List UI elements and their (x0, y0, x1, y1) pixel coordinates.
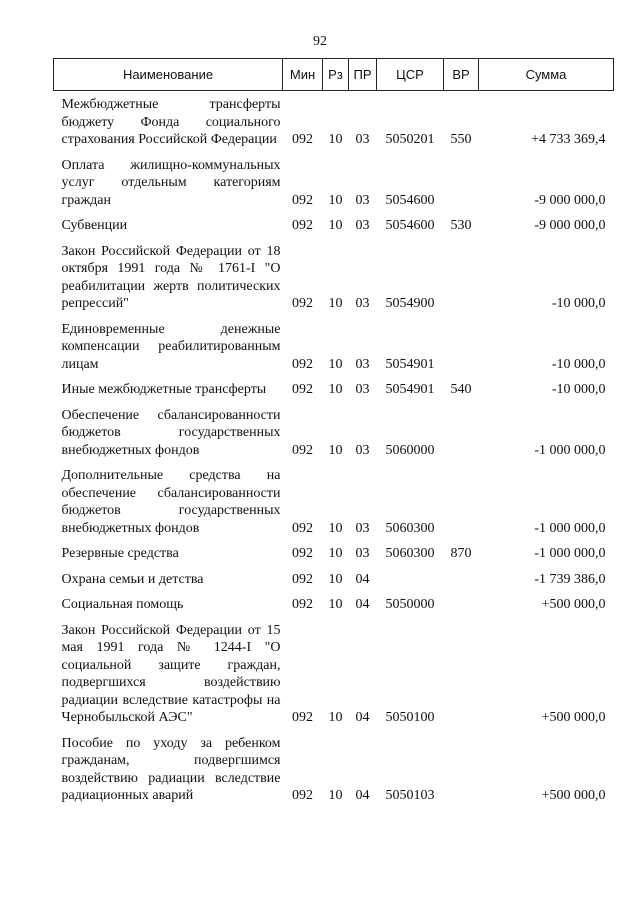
cell-name: Субвенции (61, 218, 128, 233)
cell-name: Пособие по уходу за ребенком гражданам, подвергшимся воздействию радиации вследствие радиационных аварий (61, 735, 281, 803)
cell-rz: 10 (328, 571, 343, 587)
cell-min: 092 (292, 296, 313, 311)
cell-rz: 10 (328, 442, 343, 458)
cell-vr (444, 591, 479, 617)
table-row (54, 238, 614, 316)
cell-sum: +4 733 369,4 (531, 132, 606, 147)
cell-csr: 5054901 (385, 356, 435, 372)
cell-rz: 10 (328, 710, 343, 725)
header-min: Мин (283, 59, 323, 91)
table-row (54, 376, 614, 402)
cell-vr (444, 566, 479, 592)
cell-csr: 5054900 (385, 296, 435, 311)
cell-min: 092 (292, 788, 313, 803)
page-number: 92 (313, 34, 327, 49)
cell-vr (444, 402, 479, 463)
cell-rz: 10 (328, 546, 343, 561)
table-header-row (54, 59, 614, 91)
cell-name: Межбюджетные трансферты бюджету Фонда социального страхования Российской Федерации (61, 97, 281, 147)
cell-min: 092 (292, 710, 313, 725)
cell-sum: +500 000,0 (541, 597, 606, 612)
cell-pr: 03 (355, 520, 370, 536)
cell-sum: -1 000 000,0 (534, 442, 606, 458)
cell-rz: 10 (328, 520, 343, 536)
header-name: Наименование (54, 59, 283, 91)
cell-min: 092 (292, 382, 313, 397)
cell-pr: 04 (355, 710, 370, 725)
cell-pr: 03 (355, 442, 370, 458)
table-row (54, 152, 614, 213)
cell-name: Единовременные денежные компенсации реабилитированным лицам (61, 321, 281, 372)
cell-csr: 5054901 (385, 382, 435, 397)
cell-vr: 870 (450, 546, 472, 561)
cell-pr: 03 (355, 296, 370, 311)
cell-rz: 10 (328, 788, 343, 803)
cell-name: Охрана семьи и детства (61, 571, 204, 587)
cell-min: 092 (292, 546, 313, 561)
cell-rz: 10 (328, 192, 343, 208)
cell-name: Оплата жилищно-коммунальных услуг отдельным категориям граждан (61, 157, 281, 208)
cell-sum: -1 000 000,0 (534, 520, 606, 536)
table-row (54, 212, 614, 238)
cell-sum: -9 000 000,0 (534, 192, 606, 208)
cell-sum: -1 739 386,0 (534, 571, 606, 587)
cell-rz: 10 (328, 597, 343, 612)
cell-pr: 03 (355, 132, 370, 147)
cell-csr: 5054600 (385, 192, 435, 208)
cell-pr: 03 (355, 218, 370, 233)
cell-vr (444, 238, 479, 316)
budget-table (53, 58, 614, 808)
cell-min: 092 (292, 218, 313, 233)
header-pr: ПР (349, 59, 377, 91)
cell-min: 092 (292, 132, 313, 147)
cell-name: Социальная помощь (61, 597, 184, 612)
table-row (54, 591, 614, 617)
cell-csr: 5050201 (385, 132, 435, 147)
cell-vr (444, 316, 479, 377)
cell-vr (444, 617, 479, 730)
table-row (54, 402, 614, 463)
cell-csr: 5060300 (385, 520, 435, 536)
cell-pr: 03 (355, 546, 370, 561)
cell-vr (444, 462, 479, 540)
table-row (54, 540, 614, 566)
cell-pr: 03 (355, 356, 370, 372)
table-row (54, 617, 614, 730)
table-body (54, 91, 614, 808)
cell-pr: 04 (355, 571, 370, 587)
table-row (54, 730, 614, 808)
table-row (54, 91, 614, 152)
cell-name: Резервные средства (61, 546, 179, 561)
table-row (54, 462, 614, 540)
cell-min: 092 (292, 520, 313, 536)
table-row (54, 566, 614, 592)
cell-vr: 530 (450, 218, 472, 233)
header-rz: Рз (323, 59, 349, 91)
cell-name: Обеспечение сбалансированности бюджетов государственных внебюджетных фондов (61, 407, 281, 458)
cell-name: Иные межбюджетные трансферты (61, 382, 267, 397)
cell-pr: 03 (355, 192, 370, 208)
cell-rz: 10 (328, 218, 343, 233)
cell-rz: 10 (328, 382, 343, 397)
cell-vr: 540 (450, 382, 472, 397)
cell-csr: 5060000 (385, 442, 435, 458)
cell-min: 092 (292, 571, 313, 587)
cell-pr: 04 (355, 788, 370, 803)
cell-sum: +500 000,0 (541, 710, 606, 725)
cell-csr: 5054600 (385, 218, 435, 233)
cell-min: 092 (292, 597, 313, 612)
cell-rz: 10 (328, 356, 343, 372)
cell-csr (377, 566, 444, 592)
cell-sum: -10 000,0 (551, 382, 606, 397)
cell-name: Дополнительные средства на обеспечение сбалансированности бюджетов государственных внебюджетных фондов (61, 468, 281, 536)
cell-csr: 5050100 (385, 710, 435, 725)
cell-vr: 550 (450, 132, 472, 147)
cell-sum: +500 000,0 (541, 788, 606, 803)
cell-csr: 5050103 (385, 788, 435, 803)
cell-vr (444, 730, 479, 808)
cell-sum: -9 000 000,0 (534, 218, 606, 233)
cell-name: Закон Российской Федерации от 15 мая 1991 года № 1244-I "О социальной защите граждан, подвергшихся воздействию радиации вследствие катастрофы на Чернобыльской АЭС" (61, 622, 281, 725)
cell-vr (444, 152, 479, 213)
cell-pr: 03 (355, 382, 370, 397)
header-sum: Сумма (479, 59, 614, 91)
cell-sum: -1 000 000,0 (534, 546, 606, 561)
cell-sum: -10 000,0 (551, 356, 606, 372)
cell-min: 092 (292, 442, 313, 458)
cell-sum: -10 000,0 (551, 296, 606, 311)
cell-min: 092 (292, 356, 313, 372)
cell-csr: 5060300 (385, 546, 435, 561)
cell-csr: 5050000 (385, 597, 435, 612)
header-csr: ЦСР (377, 59, 444, 91)
header-vr: ВР (444, 59, 479, 91)
cell-rz: 10 (328, 132, 343, 147)
table-row (54, 316, 614, 377)
cell-pr: 04 (355, 597, 370, 612)
cell-rz: 10 (328, 296, 343, 311)
cell-min: 092 (292, 192, 313, 208)
cell-name: Закон Российской Федерации от 18 октября 1991 года № 1761-I "О реабилитации жертв политических репрессий" (61, 243, 281, 311)
